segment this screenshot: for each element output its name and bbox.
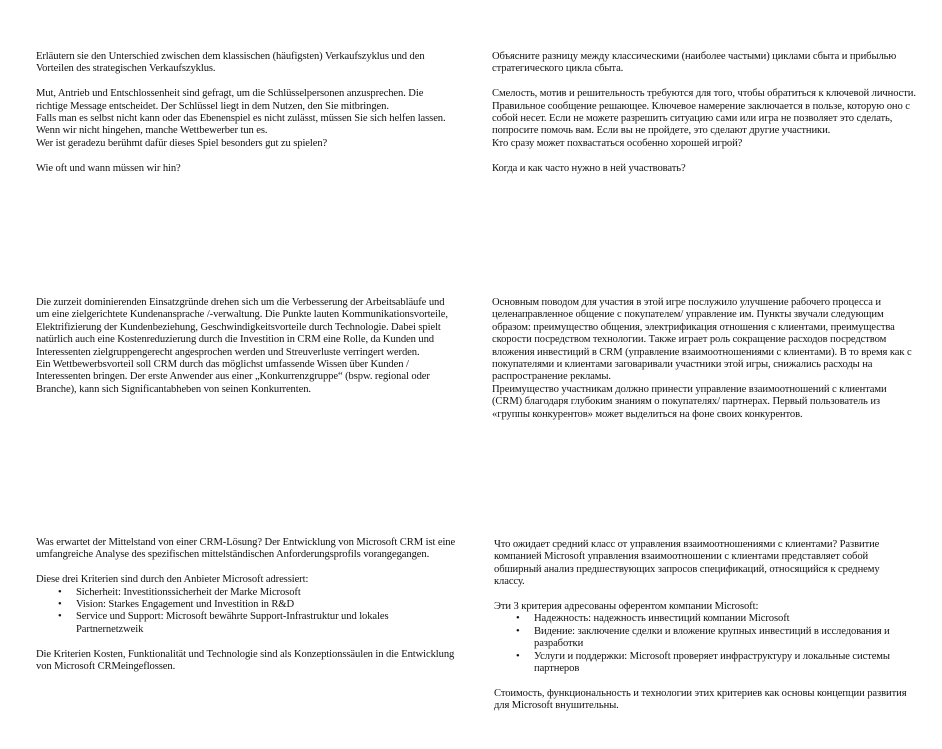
russian-s3-paragraph-1: Что ожидает средний класс от управления взаимоотношениями с клиентами? Развитие компанией Microsoft управления взаимоотношении с клиентами представляет собой обширный анализ предшествующих запросов спецификаций, относящийся к среднему классу.	[494, 539, 880, 588]
german-criterion-1: Sicherheit: Investitionssicherheit der Marke Microsoft	[76, 586, 301, 598]
russian-section-3	[494, 539, 909, 713]
bullet-icon: •	[58, 611, 62, 623]
german-s1-paragraph-3: Falls man es selbst nicht kann oder das Ebenenspiel es nicht zulässt, müssen Sie sich helfen lassen. Wenn wir nicht hingehen, manche Wettbewerber tun es.	[36, 113, 446, 137]
russian-s1-paragraph-4: Когда и как часто нужно в ней участвовать?	[492, 162, 686, 174]
list-item	[494, 626, 909, 651]
list-item	[36, 587, 456, 599]
german-s1-paragraph-5: Wie oft und wann müssen wir hin?	[36, 162, 181, 174]
german-s3-paragraph-3: Die Kriterien Kosten, Funktionalität und Technologie sind als Konzeptionssäulen in die Entwicklung von Microsoft CRMeingeflossen.	[36, 648, 455, 673]
bullet-icon: •	[58, 586, 62, 598]
german-s2-paragraph-1: Die zurzeit dominierenden Einsatzgründe drehen sich um die Verbesserung der Arbeitsabläufe und um eine zielgerichtete Kundenansprache /-verwaltung. Die Punkte lauten Kommunikationsvorteile, Elektrifizierung der Kundenbeziehung, Geschwindigkeitsvorteile durch Technologie. Dabei spielt natürlich auch eine Kostenreduzierung durch die Investition in CRM eine Rolle, da Kunden und Interessenten zielgruppengerecht angesprochen werden und Streuverluste verringert werden.	[36, 297, 448, 358]
list-item	[36, 611, 456, 636]
german-criterion-2: Vision: Starkes Engagement und Investition in R&D	[76, 599, 295, 611]
russian-s3-paragraph-3: Стоимость, функциональность и технологии этих критериев как основы концепции развития для Microsoft внушительны.	[494, 687, 907, 712]
bullet-icon: •	[516, 613, 520, 625]
russian-section-1	[492, 51, 917, 175]
german-section-3	[36, 537, 456, 673]
list-item	[494, 613, 909, 625]
russian-criterion-1: Надежность: надежность инвестиций компании Microsoft	[534, 613, 790, 625]
russian-s1-paragraph-1: Объясните разницу между классическими (наиболее частыми) циклами сбыта и прибылью стратегического цикла сбыта.	[492, 51, 897, 75]
german-criteria-list	[36, 587, 456, 637]
russian-section-2	[492, 297, 917, 421]
german-criterion-3: Service und Support: Microsoft bewährte Support-Infrastruktur und lokales Partnernetzweik	[76, 611, 389, 635]
russian-criterion-3: Услуги и поддержки: Microsoft проверяет инфраструктуру и локальные системы партнеров	[534, 650, 890, 675]
german-s1-paragraph-1: Erläutern sie den Unterschied zwischen dem klassischen (häufigsten) Verkaufszyklus und den Vorteilen des strategischen Verkaufszyklus.	[36, 51, 425, 75]
list-item	[494, 651, 909, 676]
russian-s1-paragraph-3: Кто сразу может похвастаться особенно хорошей игрой?	[492, 137, 743, 149]
bullet-icon: •	[516, 650, 520, 662]
russian-criterion-2: Видение: заключение сделки и вложение крупных инвестиций в исследования и разработки	[534, 625, 890, 650]
bullet-icon: •	[516, 625, 520, 637]
russian-s2-paragraph-1: Основным поводом для участия в этой игре послужило улучшение рабочего процесса и целенаправленное общение с покупателем/ управление им. Пункты звучали следующим образом: преимущество общения, электрификация отношения с клиентами, преимущества скорости посредством технологии. Также играет роль сокращение расходов посредством вложения инвестиций в CRM (управление взаимоотношениями с клиентами). В то время как с покупателями и клиентами заговаривали участники этой игры, снижались расходы на распространение рекламы.	[492, 297, 912, 383]
german-section-1	[36, 51, 456, 175]
russian-s2-paragraph-2: Преимущество участникам должно принести управление взаимоотношений с клиентами (CRM) благодаря глубоким знаниям о покупателях/ партнерах. Первый пользователь из «группы конкурентов» может выделиться на фоне своих конкурентов.	[492, 383, 887, 420]
german-section-2	[36, 297, 456, 396]
german-s2-paragraph-2: Ein Wettbewerbsvorteil soll CRM durch das möglichst umfassende Wissen über Kunden / Interessenten bringen. Der erste Anwender aus einer „Konkurrenzgruppe“ (bspw. regional oder Branche), kann sich Significantabheben von seinen Konkurrenten.	[36, 359, 430, 395]
german-s3-paragraph-2: Diese drei Kriterien sind durch den Anbieter Microsoft adressiert:	[36, 574, 309, 586]
russian-s3-paragraph-2: Эти 3 критерия адресованы оферентом компании Microsoft:	[494, 601, 759, 613]
bullet-icon: •	[58, 599, 62, 611]
list-item	[36, 599, 456, 611]
german-s1-paragraph-4: Wer ist geradezu berühmt dafür dieses Spiel besonders gut zu spielen?	[36, 137, 328, 149]
german-s3-paragraph-1: Was erwartet der Mittelstand von einer CRM-Lösung? Der Entwicklung von Microsoft CRM ist eine umfangreiche Analyse des spezifischen mittelständischen Anforderungsprofils vorangegangen.	[36, 537, 456, 561]
russian-s1-paragraph-2: Смелость, мотив и решительность требуются для того, чтобы обратиться к ключевой личности. Правильное сообщение решающее. Ключевое намерение заключается в пользе, которую оно с собой несет. Если не можете разрешить ситуацию сами или игра не позволяет это сделать, попросите помочь вам. Если вы не пройдете, это сделают другие участники.	[492, 88, 916, 137]
russian-criteria-list	[494, 613, 909, 675]
german-s1-paragraph-2: Mut, Antrieb und Entschlossenheit sind gefragt, um die Schlüsselpersonen anzusprechen. Die richtige Message entscheidet. Der Schlüssel liegt in dem Nutzen, den Sie mitbringen.	[36, 88, 424, 112]
